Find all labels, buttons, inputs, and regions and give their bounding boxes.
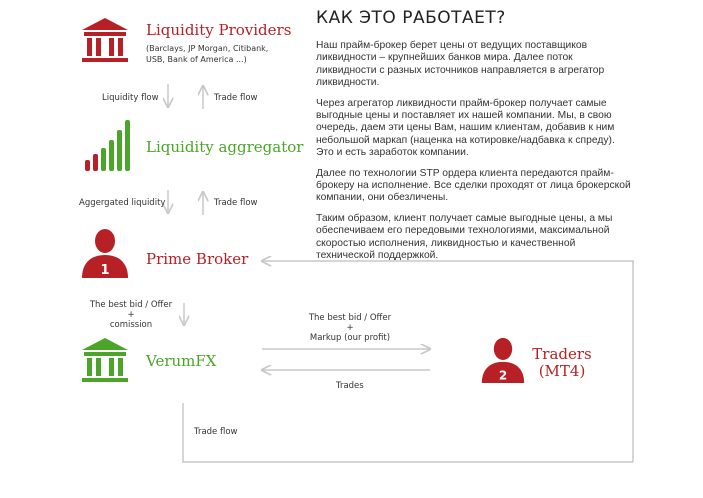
line-trade-flow-box — [183, 403, 633, 462]
verumfx-title: VerumFX — [146, 352, 217, 370]
bank-icon — [80, 336, 130, 386]
markup-line1: The best bid / Offer — [308, 313, 392, 323]
article-paragraph-4: Таким образом, клиент получает самые выгодные цены, а мы обеспечиваем его передовыми технологиями, максимальной скоростью исполнения, ликвидностью и качественной технической поддержкой. — [316, 212, 613, 262]
article-paragraph-3: Далее по технологии STP ордера клиента передаются прайм-брокеру на исполнение. Все сделки проходят от лица брокерской компании, они обезличены. — [316, 167, 631, 204]
label-best-bid-markup — [300, 313, 400, 343]
label-trade-flow-1: Trade flow — [214, 93, 258, 103]
liquidity-providers-subtitle-line2: USB, Bank of America ...) — [146, 55, 247, 64]
liquidity-providers-title: Liquidity Providers — [146, 21, 292, 39]
label-trades: Trades — [336, 381, 364, 391]
best-bid-line2: comission — [109, 320, 153, 330]
label-liquidity-flow: Liquidity flow — [102, 93, 159, 103]
prime-broker-title: Prime Broker — [146, 250, 249, 268]
label-aggregated-liquidity: Aggergated liquidity — [79, 198, 166, 208]
node-prime-broker — [80, 228, 130, 282]
person-icon — [80, 228, 130, 278]
liquidity-providers-subtitle-line1: (Barclays, JP Morgan, Citibank, — [146, 44, 269, 53]
liquidity-aggregator-title: Liquidity aggregator — [146, 138, 304, 156]
best-bid-plus: + — [127, 310, 135, 320]
node-verumfx — [80, 336, 130, 390]
person-icon — [480, 336, 526, 384]
bank-icon — [80, 16, 130, 66]
article-heading: КАК ЭТО РАБОТАЕТ? — [316, 8, 506, 28]
markup-plus: + — [346, 323, 354, 333]
traders-title — [528, 346, 596, 380]
best-bid-line1: The best bid / Offer — [89, 300, 173, 310]
article-paragraph-1: Наш прайм-брокер берет цены от ведущих поставщиков ликвидности – крупнейших банков мира. Далее поток ликвидности с разных источников направляется в агрегатор ликвидности. — [316, 40, 605, 89]
label-trade-flow-3: Trade flow — [194, 427, 238, 437]
node-liquidity-providers — [80, 16, 130, 70]
traders-title-line2: (MT4) — [538, 362, 586, 380]
article — [316, 8, 632, 271]
node-traders — [480, 336, 526, 388]
label-best-bid-commission — [86, 300, 176, 330]
node-liquidity-aggregator — [84, 118, 130, 176]
traders-title-line1: Traders — [532, 345, 592, 363]
markup-line2: Markup (our profit) — [309, 333, 391, 343]
label-trade-flow-2: Trade flow — [214, 198, 258, 208]
prime-broker-badge: 1 — [100, 263, 110, 278]
signal-bars-icon — [84, 118, 130, 172]
article-paragraph-2: Через агрегатор ликвидности прайм-брокер получает самые выгодные цены и поставляет их нашей компании. Мы, в свою очередь, даем эти цены Вам, нашим клиентам, добавив к ним небольшой маркап (наценка на котировке/надбавка к спреду). Это и есть заработок компании. — [316, 97, 615, 159]
traders-badge: 2 — [498, 368, 508, 383]
liquidity-providers-subtitle — [146, 43, 268, 65]
